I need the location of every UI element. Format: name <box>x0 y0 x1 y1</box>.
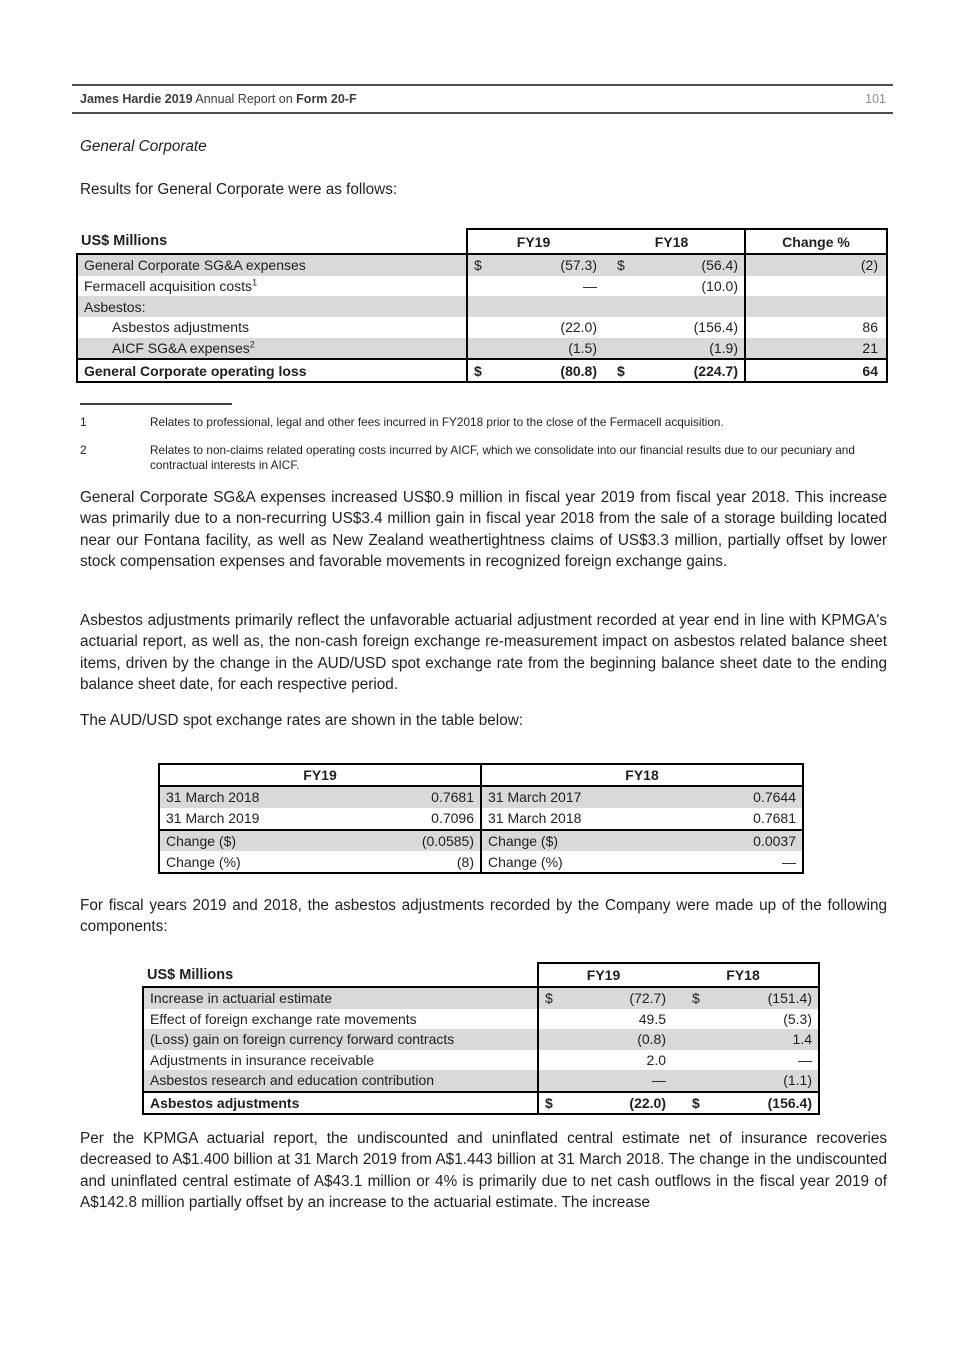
table-row <box>143 1029 819 1050</box>
fx-value: 0.7644 <box>691 786 803 808</box>
paragraph-kpmga: Per the KPMGA actuarial report, the undiscounted and uninflated central estimate net of insurance recoveries decreased to A$1.400 billion at 31 March 2019 from A$1.443 billion at 31 March 2018. The change in the undiscounted and uninflated central estimate of A$43.1 million or 4% is primarily due to net cash outflows in the fiscal year 2019 of A$142.8 million partially offset by an increase to the actuarial estimate. The increase <box>80 1130 887 1212</box>
intro-text: Results for General Corporate were as follows: <box>80 181 398 198</box>
dollar-sign: $ <box>467 254 489 276</box>
fy18-value: 1.4 <box>708 1029 819 1050</box>
dollar-sign <box>538 1029 558 1050</box>
fx-table-header-row <box>159 764 803 786</box>
dollar-sign <box>668 1009 708 1030</box>
dollar-sign <box>467 338 489 360</box>
footnote-number: 1 <box>80 415 87 429</box>
table-row <box>143 987 819 1009</box>
dollar-sign <box>599 338 631 360</box>
footnote-rule <box>80 403 232 405</box>
table-row <box>143 1009 819 1030</box>
table-row <box>77 338 887 360</box>
fy18-value: (156.4) <box>708 1092 819 1115</box>
row-label: Asbestos adjustments <box>143 1092 538 1115</box>
fx-label: Change ($) <box>481 830 691 852</box>
row-label: Effect of foreign exchange rate movements <box>143 1009 538 1030</box>
dollar-sign <box>599 317 631 338</box>
fy19-value: (22.0) <box>558 1092 668 1115</box>
dollar-sign <box>538 1050 558 1071</box>
fy18-value: (10.0) <box>701 278 738 295</box>
row-label: Increase in actuarial estimate <box>143 987 538 1009</box>
footnote-text: Relates to professional, legal and other fees incurred in FY2018 prior to the close of the Fermacell acquisition. <box>150 415 724 429</box>
paragraph-sga: General Corporate SG&A expenses increased US$0.9 million in fiscal year 2019 from fiscal year 2018. This increase was primarily due to a non-recurring US$3.4 million gain in fiscal year 2018 from the sale of a storage building located near our Fontana facility, as well as New Zealand weathertightness claims of US$3.3 million, partially offset by lower stock compensation expenses and favorable movements in recognized foreign exchange gains. <box>80 489 887 571</box>
footnote-ref: 2 <box>249 339 255 350</box>
footnote-text: Relates to non-claims related operating costs incurred by AICF, which we consolidate into our financial results due to our pecuniary and contractual interests in AICF. <box>150 443 855 472</box>
table-row <box>159 830 803 852</box>
dollar-sign <box>538 1070 558 1092</box>
fx-value: 0.0037 <box>691 830 803 852</box>
fy19-value: 2.0 <box>646 1051 666 1068</box>
fy19-value: — <box>558 1070 668 1092</box>
fx-label: 31 March 2018 <box>481 808 691 830</box>
table-row <box>159 808 803 830</box>
change-value: 86 <box>745 317 887 338</box>
fy19-value: (72.7) <box>558 987 668 1009</box>
footnote-number: 2 <box>80 443 87 457</box>
fx-label: Change (%) <box>159 851 369 873</box>
fx-value: (0.0585) <box>369 830 481 852</box>
footnote-ref: 1 <box>252 277 258 288</box>
report-title-middle: Annual Report on <box>195 92 293 106</box>
components-table-header-row <box>143 963 819 987</box>
change-value: 64 <box>745 359 887 382</box>
fy19-value: (80.8) <box>489 359 599 382</box>
fx-label: Change (%) <box>481 851 691 873</box>
paragraph-components-intro: For fiscal years 2019 and 2018, the asbestos adjustments recorded by the Company were made up of the following components: <box>80 897 887 936</box>
fx-col-fy18: FY18 <box>481 764 803 786</box>
results-col-fy18: FY18 <box>599 229 745 254</box>
fy19-value: — <box>583 278 597 295</box>
table-row <box>143 1050 819 1071</box>
section-heading: General Corporate <box>80 138 207 155</box>
change-value <box>745 276 887 297</box>
table-row <box>77 296 887 317</box>
footnote-2 <box>80 443 888 473</box>
fx-value: 0.7681 <box>369 786 481 808</box>
table-row <box>77 254 887 276</box>
fx-label: 31 March 2019 <box>159 808 369 830</box>
row-label: Asbestos adjustments <box>112 319 249 336</box>
dollar-sign: $ <box>599 359 631 382</box>
fx-value: 0.7681 <box>691 808 803 830</box>
fy18-value: (1.1) <box>708 1070 819 1092</box>
fx-label: 31 March 2018 <box>159 786 369 808</box>
fx-value: — <box>691 851 803 873</box>
table-row <box>159 851 803 873</box>
dollar-sign <box>668 1050 708 1071</box>
fx-label: Change ($) <box>159 830 369 852</box>
header-rule-bottom <box>72 112 893 114</box>
row-label: Asbestos: <box>84 298 146 315</box>
fy18-value: (151.4) <box>708 987 819 1009</box>
dollar-sign: $ <box>467 359 489 382</box>
fy18-value: (56.4) <box>631 254 745 276</box>
components-unit-header: US$ Millions <box>143 963 538 987</box>
components-col-fy19: FY19 <box>538 963 668 987</box>
dollar-sign: $ <box>668 987 708 1009</box>
fy19-value: 49.5 <box>638 1010 666 1027</box>
row-label: General Corporate SG&A expenses <box>84 257 306 274</box>
fy18-value: — <box>708 1050 819 1071</box>
header-rule-top <box>72 84 893 86</box>
dollar-sign <box>538 1009 558 1030</box>
report-title <box>80 92 357 106</box>
fy18-value: (5.3) <box>708 1009 819 1030</box>
row-label: Fermacell acquisition costs <box>84 278 253 295</box>
dollar-sign <box>668 1029 708 1050</box>
fx-value: (8) <box>369 851 481 873</box>
footnotes <box>80 415 888 473</box>
dollar-sign: $ <box>538 1092 558 1115</box>
table-row <box>159 786 803 808</box>
page-number: 101 <box>865 92 886 106</box>
change-value: 21 <box>745 338 887 360</box>
fx-label: 31 March 2017 <box>481 786 691 808</box>
results-col-fy19: FY19 <box>467 229 599 254</box>
paragraph-fx-intro: The AUD/USD spot exchange rates are shown in the table below: <box>80 712 524 729</box>
components-col-fy18: FY18 <box>668 963 819 987</box>
report-title-brand: James Hardie 2019 <box>80 92 193 106</box>
dollar-sign <box>599 276 631 297</box>
fy19-value: (1.5) <box>489 338 599 360</box>
results-table-header-row <box>77 229 887 254</box>
results-unit-header: US$ Millions <box>77 229 467 254</box>
dollar-sign: $ <box>599 254 631 276</box>
fx-col-fy19: FY19 <box>159 764 481 786</box>
dollar-sign: $ <box>538 987 558 1009</box>
row-label: Asbestos research and education contribution <box>143 1070 538 1092</box>
dollar-sign <box>668 1070 708 1092</box>
fy18-value: (156.4) <box>693 319 738 336</box>
fy18-value: (1.9) <box>631 338 745 360</box>
results-table <box>76 228 888 383</box>
table-row <box>143 1070 819 1092</box>
fy19-value: (22.0) <box>560 319 597 336</box>
footnote-1 <box>80 415 888 430</box>
row-label: AICF SG&A expenses <box>112 340 250 357</box>
components-table <box>142 962 820 1115</box>
paragraph-asbestos: Asbestos adjustments primarily reflect the unfavorable actuarial adjustment recorded at year end in line with KPMGA's actuarial report, as well as, the non-cash foreign exchange re-measurement impact on asbestos related balance sheet items, driven by the change in the AUD/USD spot exchange rate from the beginning balance sheet date to the ending balance sheet date, for each respective period. <box>80 612 887 694</box>
change-value: (2) <box>745 254 887 276</box>
fy19-value: (57.3) <box>489 254 599 276</box>
results-col-change: Change % <box>745 229 887 254</box>
row-label: General Corporate operating loss <box>84 362 307 379</box>
dollar-sign <box>467 276 489 297</box>
fx-table <box>158 763 804 874</box>
fy19-value: (0.8) <box>558 1029 668 1050</box>
dollar-sign: $ <box>668 1092 708 1115</box>
row-label: (Loss) gain on foreign currency forward contracts <box>143 1029 538 1050</box>
row-label: Adjustments in insurance receivable <box>143 1050 538 1071</box>
fy18-value: (224.7) <box>631 359 745 382</box>
fx-value: 0.7096 <box>431 810 474 827</box>
dollar-sign <box>467 317 489 338</box>
table-row-total <box>143 1092 819 1115</box>
report-header <box>80 92 886 106</box>
table-row <box>77 276 887 297</box>
report-title-form: Form 20-F <box>296 92 357 106</box>
table-row <box>77 317 887 338</box>
table-row-total <box>77 359 887 382</box>
